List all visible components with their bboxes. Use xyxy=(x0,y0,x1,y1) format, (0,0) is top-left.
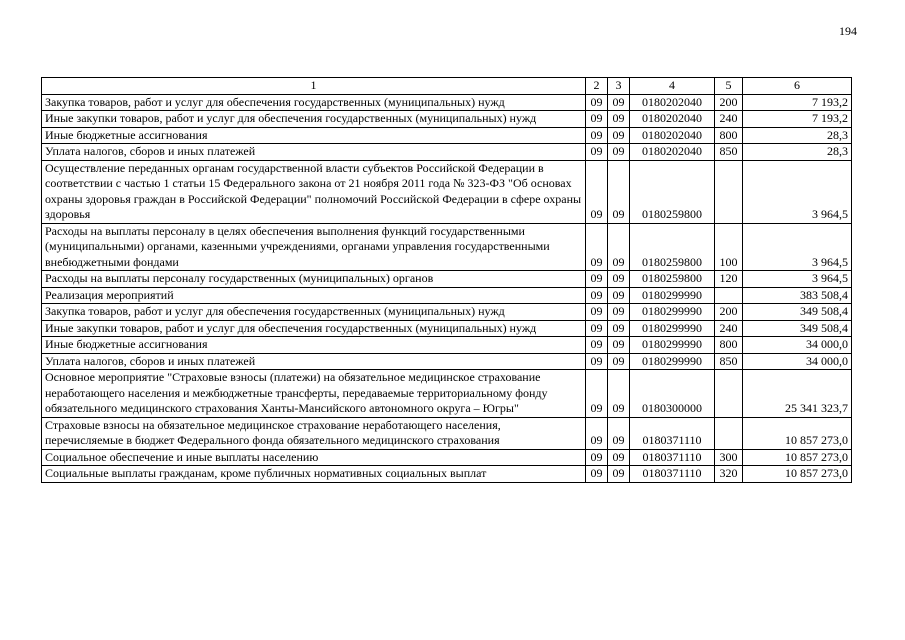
header-cell: 5 xyxy=(715,78,743,95)
table-row xyxy=(42,370,852,418)
target-code-cell: 0180202040 xyxy=(630,144,715,161)
expense-name-cell: Закупка товаров, работ и услуг для обеспечения государственных (муниципальных) нужд xyxy=(42,94,586,111)
header-cell: 4 xyxy=(630,78,715,95)
expense-type-cell: 200 xyxy=(715,304,743,321)
amount-cell: 28,3 xyxy=(743,127,852,144)
header-cell: 3 xyxy=(608,78,630,95)
amount-cell: 34 000,0 xyxy=(743,353,852,370)
subsection-cell: 09 xyxy=(608,271,630,288)
amount-cell: 10 857 273,0 xyxy=(743,466,852,483)
table-row xyxy=(42,417,852,449)
target-code-cell: 0180202040 xyxy=(630,111,715,128)
amount-cell: 7 193,2 xyxy=(743,94,852,111)
subsection-cell: 09 xyxy=(608,353,630,370)
expense-type-cell: 240 xyxy=(715,111,743,128)
table-row xyxy=(42,466,852,483)
expense-type-cell: 800 xyxy=(715,127,743,144)
expense-name-cell: Осуществление переданных органам государственной власти субъектов Российской Федерации в соответствии с частью 1 статьи 15 Федерального закона от 21 ноября 2011 года № 323-ФЗ "Об основах охраны здоровья граждан в Российской Федерации" полномочий Российской Федерации в сфере охраны здоровья xyxy=(42,160,586,223)
expense-name-cell: Иные закупки товаров, работ и услуг для обеспечения государственных (муниципальных) нужд xyxy=(42,320,586,337)
subsection-cell: 09 xyxy=(608,111,630,128)
expense-type-cell: 850 xyxy=(715,353,743,370)
table-row xyxy=(42,449,852,466)
expense-type-cell: 200 xyxy=(715,94,743,111)
subsection-cell: 09 xyxy=(608,144,630,161)
expense-name-cell: Социальное обеспечение и иные выплаты населению xyxy=(42,449,586,466)
subsection-cell: 09 xyxy=(608,287,630,304)
header-cell: 6 xyxy=(743,78,852,95)
expense-name-cell: Закупка товаров, работ и услуг для обеспечения государственных (муниципальных) нужд xyxy=(42,304,586,321)
target-code-cell: 0180299990 xyxy=(630,353,715,370)
section-cell: 09 xyxy=(586,466,608,483)
budget-table xyxy=(41,77,852,483)
expense-type-cell: 320 xyxy=(715,466,743,483)
target-code-cell: 0180299990 xyxy=(630,320,715,337)
expense-name-cell: Реализация мероприятий xyxy=(42,287,586,304)
table-row xyxy=(42,223,852,271)
amount-cell: 28,3 xyxy=(743,144,852,161)
section-cell: 09 xyxy=(586,271,608,288)
header-cell: 1 xyxy=(42,78,586,95)
table-row xyxy=(42,304,852,321)
amount-cell: 383 508,4 xyxy=(743,287,852,304)
section-cell: 09 xyxy=(586,353,608,370)
subsection-cell: 09 xyxy=(608,449,630,466)
expense-type-cell: 100 xyxy=(715,223,743,271)
expense-type-cell xyxy=(715,370,743,418)
target-code-cell: 0180371110 xyxy=(630,417,715,449)
section-cell: 09 xyxy=(586,337,608,354)
expense-name-cell: Расходы на выплаты персоналу в целях обеспечения выполнения функций государственными (муниципальными) органами, казенными учреждениями, органами управления государственными внебюджетными фондами xyxy=(42,223,586,271)
subsection-cell: 09 xyxy=(608,127,630,144)
subsection-cell: 09 xyxy=(608,370,630,418)
amount-cell: 7 193,2 xyxy=(743,111,852,128)
header-cell: 2 xyxy=(586,78,608,95)
amount-cell: 34 000,0 xyxy=(743,337,852,354)
section-cell: 09 xyxy=(586,111,608,128)
subsection-cell: 09 xyxy=(608,94,630,111)
header-row xyxy=(42,78,852,95)
section-cell: 09 xyxy=(586,320,608,337)
target-code-cell: 0180259800 xyxy=(630,160,715,223)
target-code-cell: 0180299990 xyxy=(630,337,715,354)
target-code-cell: 0180371110 xyxy=(630,466,715,483)
table-row xyxy=(42,353,852,370)
target-code-cell: 0180299990 xyxy=(630,304,715,321)
table-row xyxy=(42,94,852,111)
target-code-cell: 0180300000 xyxy=(630,370,715,418)
target-code-cell: 0180371110 xyxy=(630,449,715,466)
expense-name-cell: Иные закупки товаров, работ и услуг для обеспечения государственных (муниципальных) нужд xyxy=(42,111,586,128)
section-cell: 09 xyxy=(586,144,608,161)
table-row xyxy=(42,337,852,354)
subsection-cell: 09 xyxy=(608,466,630,483)
amount-cell: 349 508,4 xyxy=(743,320,852,337)
section-cell: 09 xyxy=(586,417,608,449)
expense-type-cell: 120 xyxy=(715,271,743,288)
expense-type-cell: 850 xyxy=(715,144,743,161)
amount-cell: 3 964,5 xyxy=(743,160,852,223)
table-row xyxy=(42,127,852,144)
section-cell: 09 xyxy=(586,370,608,418)
table-row xyxy=(42,320,852,337)
expense-name-cell: Социальные выплаты гражданам, кроме публичных нормативных социальных выплат xyxy=(42,466,586,483)
target-code-cell: 0180259800 xyxy=(630,271,715,288)
table-row xyxy=(42,144,852,161)
expense-type-cell xyxy=(715,160,743,223)
target-code-cell: 0180299990 xyxy=(630,287,715,304)
expense-name-cell: Расходы на выплаты персоналу государственных (муниципальных) органов xyxy=(42,271,586,288)
amount-cell: 10 857 273,0 xyxy=(743,417,852,449)
subsection-cell: 09 xyxy=(608,160,630,223)
amount-cell: 25 341 323,7 xyxy=(743,370,852,418)
table-row xyxy=(42,287,852,304)
section-cell: 09 xyxy=(586,304,608,321)
expense-name-cell: Иные бюджетные ассигнования xyxy=(42,127,586,144)
subsection-cell: 09 xyxy=(608,337,630,354)
expense-name-cell: Страховые взносы на обязательное медицинское страхование неработающего населения, перечисляемые в бюджет Федерального фонда обязательного медицинского страхования xyxy=(42,417,586,449)
expense-type-cell: 240 xyxy=(715,320,743,337)
expense-name-cell: Основное мероприятие "Страховые взносы (платежи) на обязательное медицинское страхование неработающего населения и межбюджетные трансферты, передаваемые территориальному фонду обязательного медицинского страхования Ханты-Мансийского автономного округа – Югры" xyxy=(42,370,586,418)
table-row xyxy=(42,111,852,128)
section-cell: 09 xyxy=(586,127,608,144)
section-cell: 09 xyxy=(586,223,608,271)
expense-name-cell: Иные бюджетные ассигнования xyxy=(42,337,586,354)
expense-name-cell: Уплата налогов, сборов и иных платежей xyxy=(42,144,586,161)
subsection-cell: 09 xyxy=(608,417,630,449)
expense-name-cell: Уплата налогов, сборов и иных платежей xyxy=(42,353,586,370)
subsection-cell: 09 xyxy=(608,304,630,321)
amount-cell: 3 964,5 xyxy=(743,223,852,271)
section-cell: 09 xyxy=(586,94,608,111)
amount-cell: 10 857 273,0 xyxy=(743,449,852,466)
table-row xyxy=(42,271,852,288)
page-number: 194 xyxy=(839,24,857,38)
section-cell: 09 xyxy=(586,287,608,304)
amount-cell: 349 508,4 xyxy=(743,304,852,321)
table-row xyxy=(42,160,852,223)
subsection-cell: 09 xyxy=(608,223,630,271)
target-code-cell: 0180202040 xyxy=(630,127,715,144)
expense-type-cell: 800 xyxy=(715,337,743,354)
expense-type-cell: 300 xyxy=(715,449,743,466)
target-code-cell: 0180202040 xyxy=(630,94,715,111)
section-cell: 09 xyxy=(586,449,608,466)
subsection-cell: 09 xyxy=(608,320,630,337)
expense-type-cell xyxy=(715,287,743,304)
target-code-cell: 0180259800 xyxy=(630,223,715,271)
amount-cell: 3 964,5 xyxy=(743,271,852,288)
section-cell: 09 xyxy=(586,160,608,223)
expense-type-cell xyxy=(715,417,743,449)
